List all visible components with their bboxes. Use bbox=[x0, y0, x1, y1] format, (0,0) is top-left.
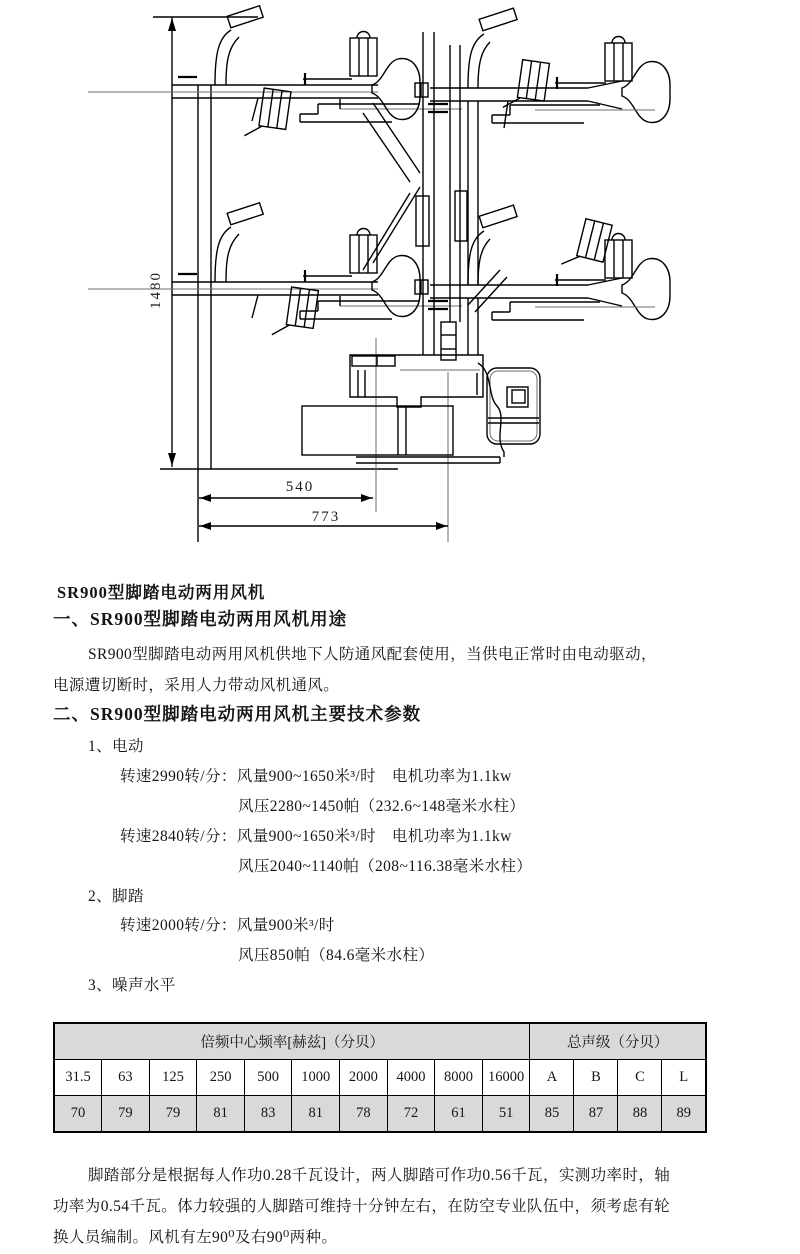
item2-label: 2、脚踏 bbox=[88, 888, 144, 905]
dim-label-inner-width: 540 bbox=[285, 479, 315, 495]
table-header-frequency: 倍频中心频率[赫兹]（分贝） bbox=[54, 1023, 530, 1060]
noise-level-table bbox=[53, 1022, 707, 1133]
freq-label-cell: 63 bbox=[102, 1060, 150, 1096]
total-label-cell: B bbox=[574, 1060, 618, 1096]
freq-label-cell: 500 bbox=[244, 1060, 292, 1096]
item2-line1: 转速2000转/分：风量900米³/时 bbox=[120, 917, 335, 934]
section2-heading: 二、SR900型脚踏电动两用风机主要技术参数 bbox=[53, 704, 422, 724]
freq-value-cell: 70 bbox=[54, 1096, 102, 1133]
total-label-cell: C bbox=[618, 1060, 662, 1096]
dim-label-height: 1480 bbox=[148, 271, 164, 309]
total-value-cell: 88 bbox=[618, 1096, 662, 1133]
freq-value-cell: 51 bbox=[482, 1096, 530, 1133]
closing-paragraph-line2: 功率为0.54千瓦。体力较强的人脚踏可维持十分钟左右，在防空专业队伍中，须考虑有轮 bbox=[53, 1198, 671, 1215]
section1-heading: 一、SR900型脚踏电动两用风机用途 bbox=[53, 609, 348, 629]
freq-label-cell: 125 bbox=[149, 1060, 197, 1096]
pedal-station-bottom-right bbox=[430, 205, 670, 355]
fan-technical-drawing bbox=[0, 0, 800, 560]
fan-column bbox=[363, 32, 507, 360]
freq-value-cell: 72 bbox=[387, 1096, 435, 1133]
total-label-cell: L bbox=[662, 1060, 706, 1096]
pedal-station-top-right bbox=[430, 8, 670, 284]
frame-legs bbox=[198, 85, 211, 542]
total-value-cell: 87 bbox=[574, 1096, 618, 1133]
total-value-cell: 89 bbox=[662, 1096, 706, 1133]
dim-label-outer-width: 773 bbox=[311, 509, 341, 525]
freq-label-cell: 4000 bbox=[387, 1060, 435, 1096]
table-header-total-level: 总声级（分贝） bbox=[530, 1023, 706, 1060]
freq-value-cell: 78 bbox=[340, 1096, 388, 1133]
freq-value-cell: 81 bbox=[197, 1096, 245, 1133]
total-value-cell: 85 bbox=[530, 1096, 574, 1133]
total-label-cell: A bbox=[530, 1060, 574, 1096]
item1-line1: 转速2990转/分：风量900~1650米³/时 电机功率为1.1kw bbox=[120, 768, 512, 785]
freq-label-cell: 1000 bbox=[292, 1060, 340, 1096]
freq-label-cell: 31.5 bbox=[54, 1060, 102, 1096]
freq-label-cell: 8000 bbox=[435, 1060, 483, 1096]
section1-paragraph-line2: 电源遭切断时，采用人力带动风机通风。 bbox=[53, 677, 340, 694]
freq-value-cell: 61 bbox=[435, 1096, 483, 1133]
doc-title: SR900型脚踏电动两用风机 bbox=[57, 583, 266, 602]
freq-label-cell: 2000 bbox=[340, 1060, 388, 1096]
item1-label: 1、电动 bbox=[88, 738, 144, 755]
freq-value-cell: 81 bbox=[292, 1096, 340, 1133]
gearbox-and-motor bbox=[302, 355, 540, 463]
freq-label-cell: 250 bbox=[197, 1060, 245, 1096]
pedal-station-bottom-left bbox=[88, 203, 462, 340]
closing-paragraph-line3: 换人员编制。风机有左90⁰及右90⁰两种。 bbox=[53, 1229, 338, 1246]
pedal-station-top-left bbox=[88, 6, 462, 142]
freq-value-cell: 79 bbox=[102, 1096, 150, 1133]
closing-paragraph-line1: 脚踏部分是根据每人作功0.28千瓦设计，两人脚踏可作功0.56千瓦，实测功率时，轴 bbox=[88, 1167, 671, 1184]
freq-label-cell: 16000 bbox=[482, 1060, 530, 1096]
freq-value-cell: 83 bbox=[244, 1096, 292, 1133]
item1-line3: 转速2840转/分：风量900~1650米³/时 电机功率为1.1kw bbox=[120, 828, 512, 845]
item1-line2: 风压2280~1450帕（232.6~148毫米水柱） bbox=[238, 798, 526, 815]
item1-line4: 风压2040~1140帕（208~116.38毫米水柱） bbox=[238, 858, 533, 875]
freq-value-cell: 79 bbox=[149, 1096, 197, 1133]
section1-paragraph-line1: SR900型脚踏电动两用风机供地下人防通风配套使用，当供电正常时由电动驱动， bbox=[88, 646, 657, 663]
item3-label: 3、噪声水平 bbox=[88, 977, 176, 994]
item2-line2: 风压850帕（84.6毫米水柱） bbox=[238, 947, 435, 964]
